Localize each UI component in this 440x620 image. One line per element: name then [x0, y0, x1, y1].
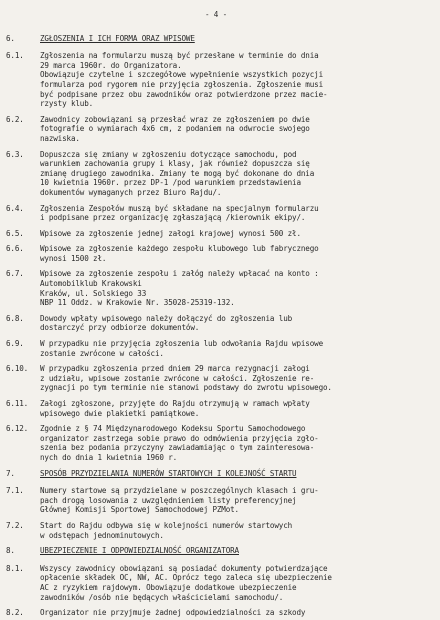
paragraph-number: 6.4. [6, 203, 24, 213]
paragraph-text: Start do Rajdu odbywa się w kolejności numerów startowych w odstępach jednominutowych. [40, 520, 293, 540]
section-number: 6. [6, 33, 15, 43]
paragraph-number: 6.5. [6, 228, 24, 238]
paragraph [6, 486, 426, 515]
paragraph-text: Zgłoszenia na formularzu muszą być przesłane w terminie do dnia 29 marca 1960r. do Organizatora. Obowiązuje czytelne i szczegółowe wypełnienie wszystkich pozycji formularza pod rygorem nie przyjęcia zgłoszenia. Zgłoszenie musi być podpisane przez obu zawodników oraz potwierdzone przez macie- rzysty klub. [40, 51, 328, 109]
paragraph-text: W przypadku nie przyjęcia zgłoszenia lub odwołania Rajdu wpisowe zostanie zwrócone w całości. [40, 339, 323, 358]
paragraph-text: Wszyscy zawodnicy obowiązani są posiadać dokumenty potwierdzające opłacenie składek OC, NW, AC. Oprócz tego zaleca się ubezpieczenie AC z ryzykiem rajdowym. Obowiązuje dodatkowe ubezpieczenie zawodników /osób nie będących właścicielami samochodu/. [40, 563, 332, 602]
paragraph-number: 6.10. [6, 364, 29, 374]
paragraph-text: Dopuszcza się zmiany w zgłoszeniu dotyczące samochodu, pod warunkiem zachowania grupy i klasy, jak również dopuszcza się zmianę drugiego zawodnika. Zmiany te mogą być dokonane do dnia 10 kwietnia 1960r. przez DP-1 /pod warunkiem przedstawienia dokumentów wymaganych przez Biuro Rajdu/. [40, 149, 315, 197]
paragraph-number: 6.2. [6, 114, 24, 124]
section-number: 7. [6, 468, 15, 478]
paragraph-text: Załogi zgłoszone, przyjęte do Rajdu otrzymują w ramach wpłaty wpisowego dwie plakietki pamiątkowe. [40, 399, 310, 418]
paragraph [6, 424, 426, 462]
paragraph-number: 6.11. [6, 399, 29, 408]
paragraph-text: Numery startowe są przydzielane w poszczególnych klasach i gru- pach drogą losowania z uwzględnieniem listy preferencyjnej Głównej Komisji Sportowej Samochodowej PZMot. [40, 486, 319, 515]
paragraph [6, 269, 426, 307]
paragraph [6, 564, 426, 602]
paragraph-number: 6.3. [6, 149, 24, 159]
paragraph-number: 7.2. [6, 520, 24, 530]
paragraph-number: 7.1. [6, 486, 24, 496]
paragraph [6, 608, 426, 618]
paragraph [6, 339, 426, 358]
paragraph-text: Wpisowe za zgłoszenie jednej załogi krajowej wynosi 500 zł. [40, 228, 301, 238]
paragraph-text: Zgodnie z § 74 Międzynarodowego Kodeksu Sportu Samochodowego organizator zastrzega sobie prawo do odmówienia przyjęcia zgło- szenia bez podania przyczyny zawiadamiając o tym zainteresowa- nych do dnia 1 kwietnia 1960 r. [40, 424, 319, 462]
section-title: UBEZPIECZENIE I ODPOWIEDZIALNOŚĆ ORGANIZATORA [40, 546, 239, 556]
paragraph-text: Dowody wpłaty wpisowego należy dołączyć do zgłoszenia lub dostarczyć przy odbiorze dokumentów. [40, 313, 293, 333]
paragraph [6, 521, 426, 540]
paragraph-number: 6.9. [6, 339, 24, 349]
paragraph [6, 115, 426, 144]
paragraph [6, 204, 426, 223]
section-number: 8. [6, 546, 15, 556]
paragraph-text: Wpisowe za zgłoszenie zespołu i załóg należy wpłacać na konto : Automobilklub Krakowski Kraków, ul. Solskiego 33 NBP 11 Oddz. w Krakowie Nr. 35028-25319-132. [40, 269, 319, 308]
paragraph [6, 150, 426, 198]
paragraph-text: W przypadku zgłoszenia przed dniem 29 marca rezygnacji załogi z udziału, wpisowe zostanie zwrócone w całości. Zgłoszenie re- zygnacji po tym terminie nie stanowi podstawy do zwrotu wpisowego. [40, 364, 332, 393]
paragraph [6, 364, 426, 393]
section-title: SPOSÓB PRZYDZIELANIA NUMERÓW STARTOWYCH I KOLEJNOŚĆ STARTU [40, 468, 297, 478]
paragraph [6, 229, 426, 239]
paragraph-text: Organizator nie przyjmuje żadnej odpowiedzialności za szkody [40, 608, 306, 618]
section-heading [6, 546, 426, 556]
paragraph-number: 6.1. [6, 51, 24, 61]
paragraph [6, 399, 426, 418]
paragraph [6, 314, 426, 333]
paragraph-text: Zgłoszenia Zespołów muszą być składane na specjalnym formularzu i podpisane przez organizację zgłaszającą /kierownik ekipy/. [40, 203, 319, 223]
paragraph-number: 8.1. [6, 563, 24, 573]
paragraph-text: Wpisowe za zgłoszenie każdego zespołu klubowego lub fabrycznego wynosi 1500 zł. [40, 244, 319, 263]
paragraph-text: Zawodnicy zobowiązani są przesłać wraz ze zgłoszeniem po dwie fotografie o wymiarach 4x6 cm, z podaniem na odwrocie swojego nazwiska. [40, 114, 310, 143]
paragraph-number: 6.7. [6, 269, 24, 279]
section-heading [6, 469, 426, 479]
section-title: ZGŁOSZENIA I ICH FORMA ORAZ WPISOWE [40, 33, 195, 43]
paragraph-number: 6.8. [6, 313, 24, 323]
document-body [6, 34, 426, 618]
section-heading [6, 34, 426, 44]
paragraph [6, 244, 426, 263]
paragraph-number: 6.6. [6, 244, 24, 254]
page-number: - 4 - [204, 10, 228, 19]
paragraph-number: 6.12. [6, 424, 29, 434]
paragraph [6, 51, 426, 109]
paragraph-number: 8.2. [6, 608, 24, 618]
